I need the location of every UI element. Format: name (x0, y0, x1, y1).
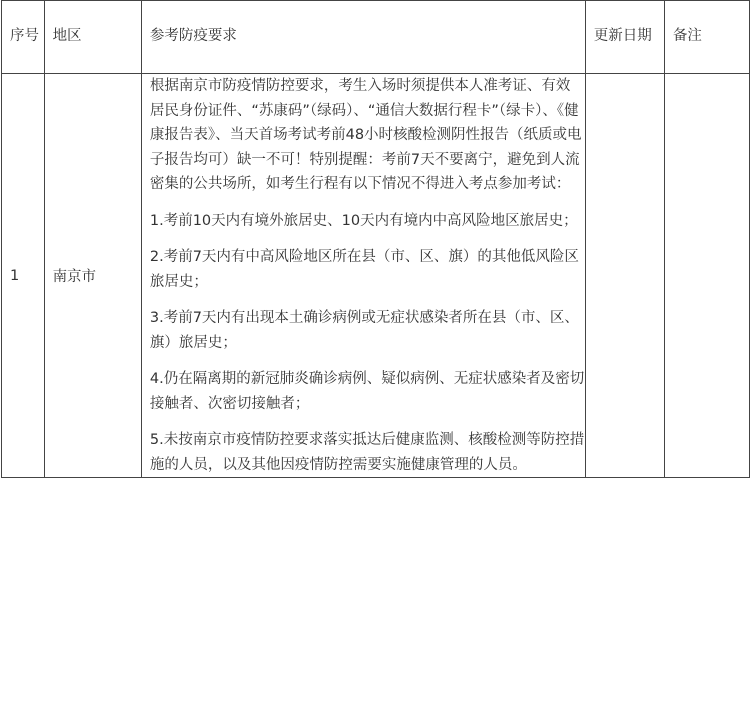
requirements-intro: 根据南京市防疫情防控要求，考生入场时须提供本人准考证、有效居民身份证件、“苏康码”（绿码）、“通信大数据行程卡”（绿卡）、《健康报告表》、当天首场考试考前48小时核酸检测阴性报告（纸质或电子报告均可）缺一不可！特别提醒：考前7天不要离宁，避免到人流密集的公共场所，如考生行程有以下情况不得进入考点参加考试： (149, 78, 582, 192)
cell-requirements (141, 74, 585, 478)
header-seq: 序号 (2, 1, 45, 74)
header-region: 地区 (44, 1, 141, 74)
requirement-item-4: 4.仍在隔离期的新冠肺炎确诊病例、疑似病例、无症状感染者及密切接触者、次密切接触者； (149, 371, 585, 412)
table-row (2, 74, 750, 478)
requirement-item-1: 1.考前10天内有境外旅居史、10天内有境内中高风险地区旅居史； (149, 212, 578, 229)
header-requirements: 参考防疫要求 (141, 1, 585, 74)
requirement-item-2: 2.考前7天内有中高风险地区所在县（市、区、旗）的其他低风险区旅居史； (149, 249, 579, 290)
cell-remarks (664, 74, 749, 478)
header-row (2, 1, 750, 74)
requirement-item-5: 5.未按南京市疫情防控要求落实抵达后健康监测、核酸检测等防控措施的人员，以及其他因疫情防控需要实施健康管理的人员。 (149, 432, 585, 473)
table-header (2, 1, 750, 74)
header-update-date: 更新日期 (585, 1, 664, 74)
requirement-item-3: 3.考前7天内有出现本土确诊病例或无症状感染者所在县（市、区、旗）旅居史； (149, 310, 579, 351)
epidemic-requirements-table (1, 0, 750, 478)
cell-seq: 1 (2, 74, 45, 478)
cell-update-date (585, 74, 664, 478)
table-body (2, 74, 750, 478)
cell-region: 南京市 (44, 74, 141, 478)
header-remarks: 备注 (664, 1, 749, 74)
